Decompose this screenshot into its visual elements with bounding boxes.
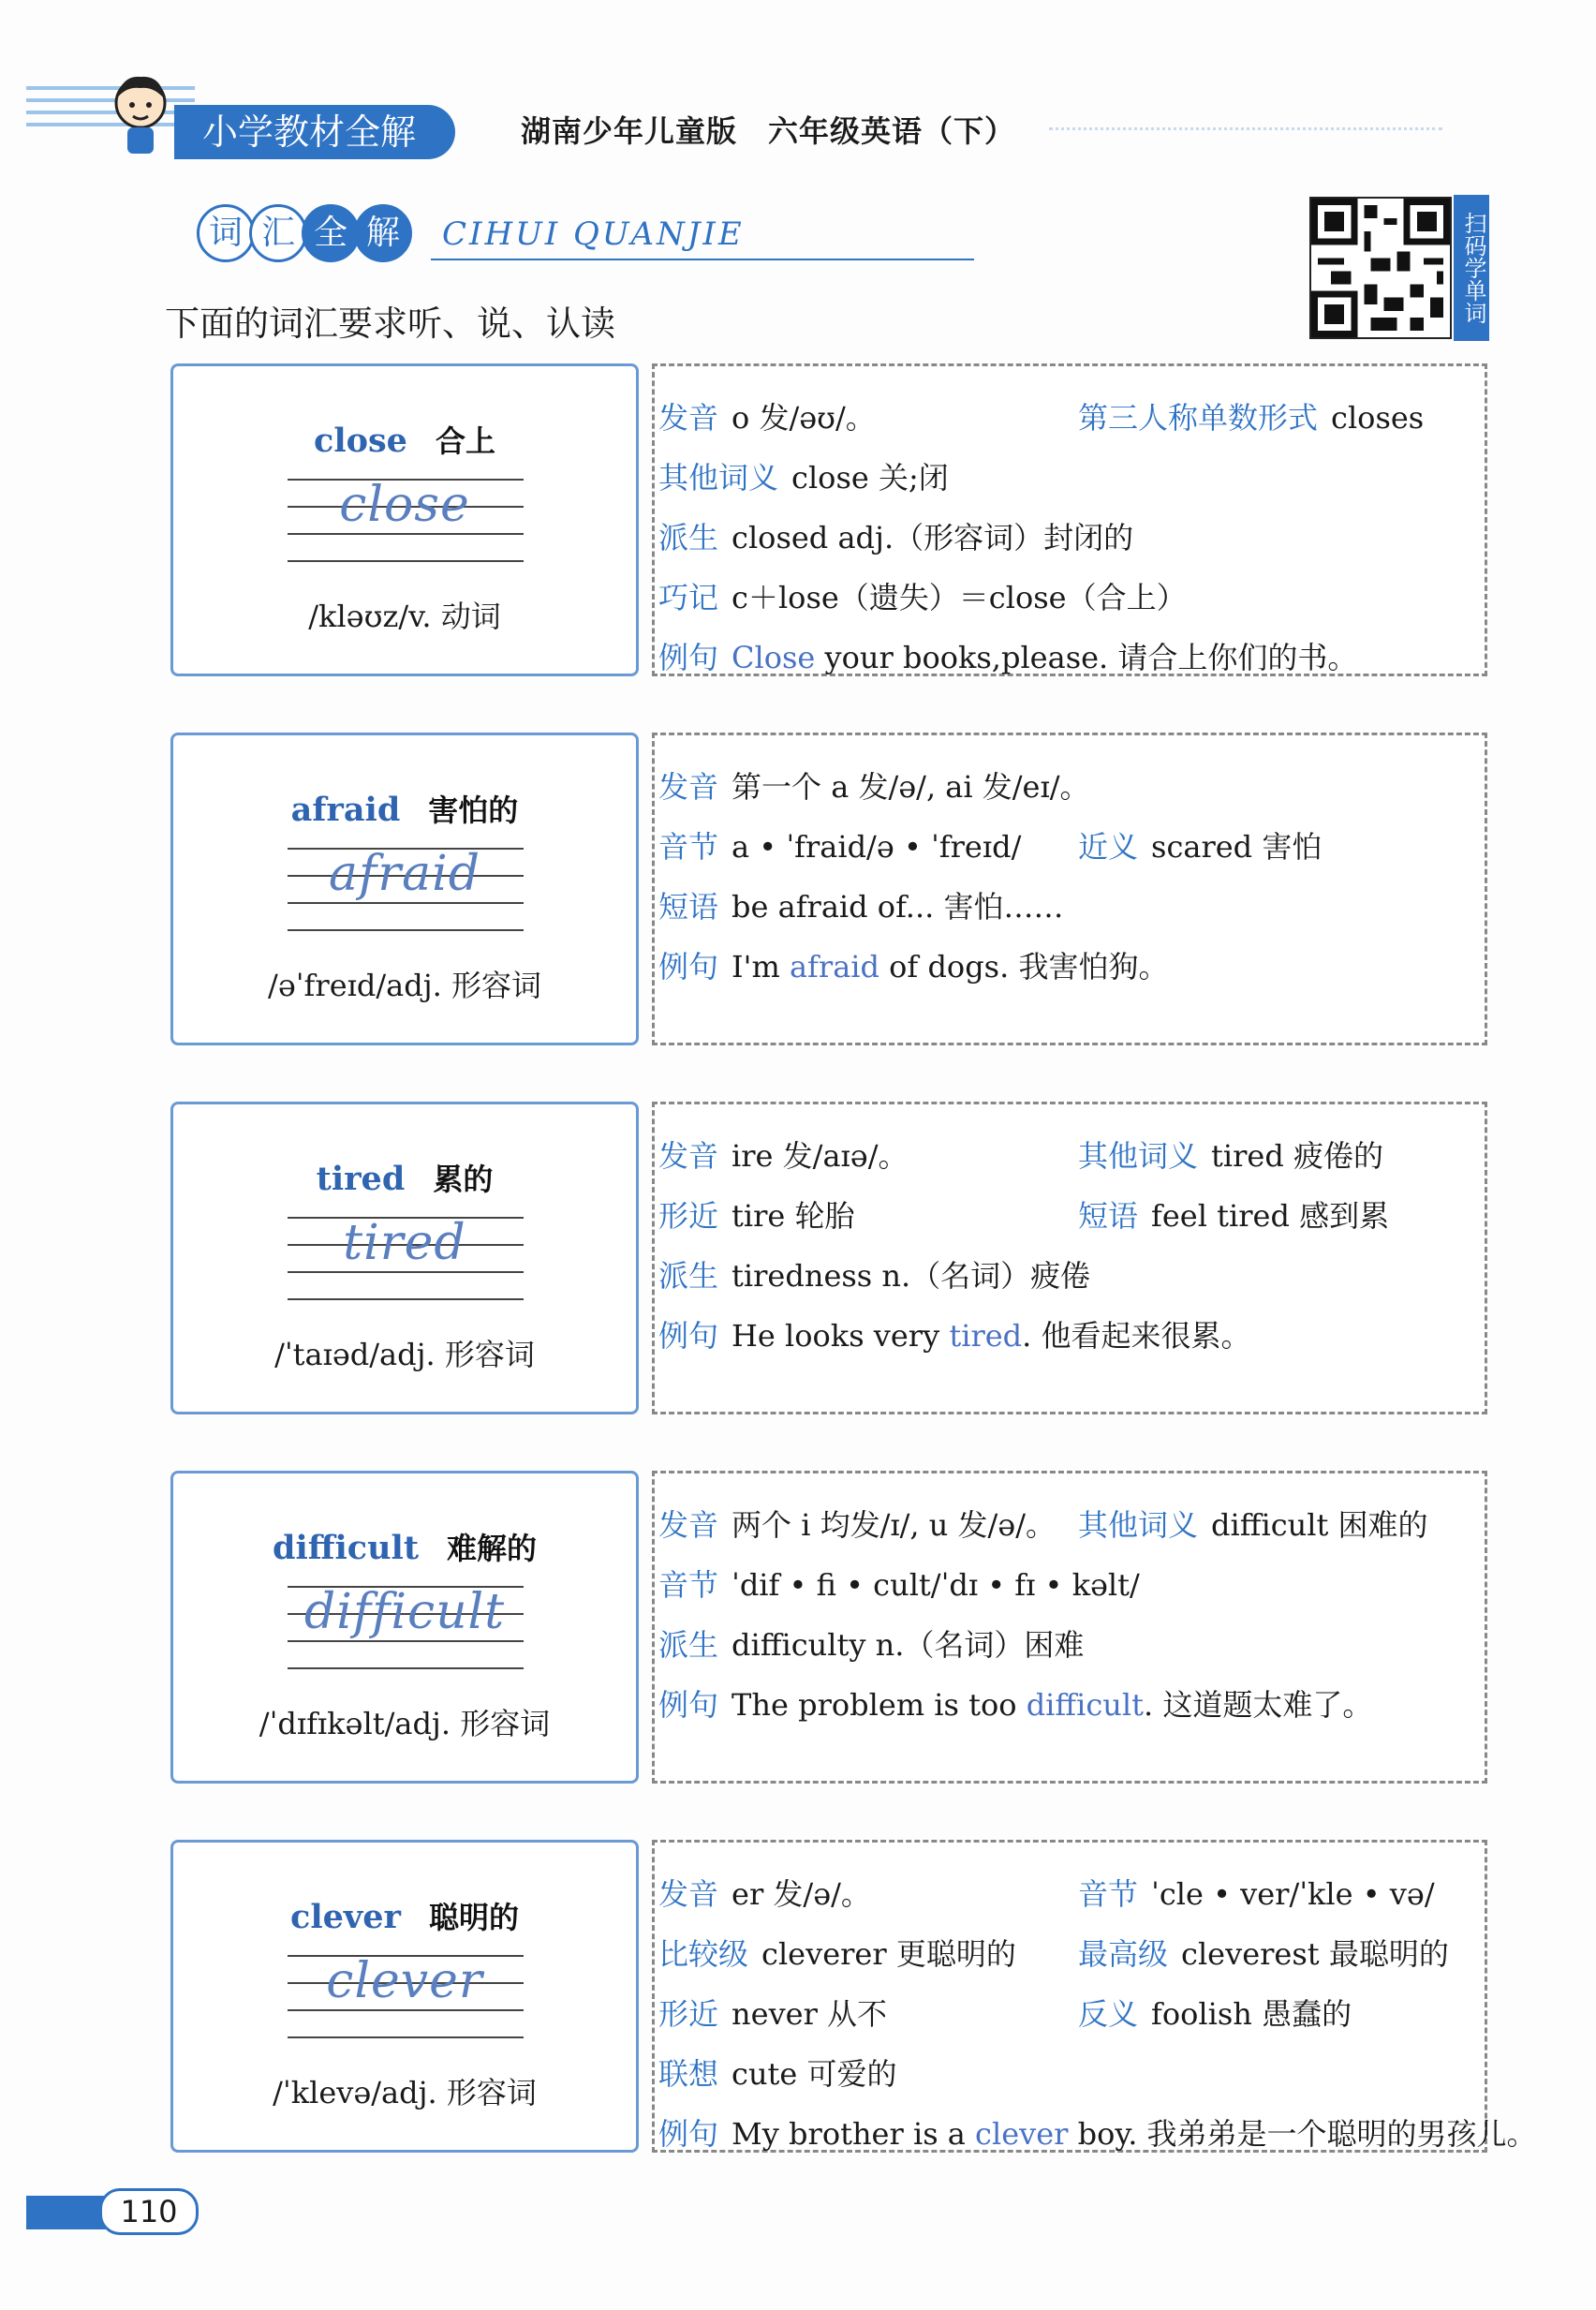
example-text: your books,please. 请合上你们的书。 — [815, 640, 1358, 675]
word: afraid — [290, 791, 401, 829]
note-label: 其他词义 — [1078, 1138, 1199, 1174]
note-label: 巧记 — [658, 580, 719, 615]
note-text: er 发/ə/。 — [732, 1876, 871, 1912]
note-row — [658, 883, 1063, 926]
phonetic: /ˈdɪfɪkəlt/adj. 形容词 — [259, 1706, 551, 1741]
boy-mascot-icon — [94, 66, 187, 159]
note-label: 发音 — [658, 400, 719, 436]
example-keyword: difficult — [1026, 1687, 1144, 1723]
word-meaning: 害怕的 — [428, 792, 519, 828]
note-text: 两个 i 均发/ɪ/, u 发/ə/。 — [732, 1507, 1057, 1543]
example-text: I'm — [732, 949, 790, 985]
note-row — [658, 1991, 887, 2034]
note-label: 发音 — [658, 769, 719, 805]
section-char: 解 — [354, 204, 412, 262]
section-char: 词 — [197, 204, 255, 262]
note-row — [658, 634, 1357, 677]
example-keyword: clever — [975, 2116, 1069, 2152]
note-text: foolish 愚蠢的 — [1151, 1996, 1352, 2032]
note-text: ire 发/aɪə/。 — [732, 1138, 909, 1174]
example-keyword: tired — [949, 1318, 1023, 1354]
header-dots — [1049, 127, 1442, 130]
word-card — [170, 1471, 639, 1784]
note-row — [658, 574, 1187, 617]
note-row — [658, 1502, 1056, 1545]
note-row — [658, 1133, 908, 1176]
note-text: tire 轮胎 — [732, 1198, 855, 1234]
word-meaning: 合上 — [435, 423, 495, 459]
note-label: 例句 — [658, 949, 719, 985]
note-label: 音节 — [1078, 1876, 1139, 1912]
note-row — [1078, 1502, 1428, 1545]
note-label: 最高级 — [1078, 1936, 1169, 1972]
note-label: 发音 — [658, 1138, 719, 1174]
word-notes — [652, 1102, 1487, 1414]
phonetic: /əˈfreɪd/adj. 形容词 — [268, 968, 541, 1003]
note-text: close 关;闭 — [791, 460, 949, 496]
word-card — [170, 363, 639, 676]
note-label: 短语 — [658, 889, 719, 925]
phonetic: /kləʊz/v. 动词 — [308, 599, 501, 634]
note-row — [658, 1192, 855, 1236]
headword — [173, 1894, 636, 1937]
note-label: 发音 — [658, 1507, 719, 1543]
page-number: 110 — [99, 2188, 199, 2235]
note-text: a • ˈfraid/ə • ˈfreɪd/ — [732, 829, 1022, 865]
note-row — [658, 1562, 1140, 1605]
handwriting: afraid — [328, 846, 481, 902]
word: close — [314, 422, 407, 460]
note-row — [658, 823, 1021, 866]
example-text: The problem is too — [732, 1687, 1027, 1723]
headword — [173, 787, 636, 830]
note-row — [658, 454, 949, 497]
note-text: be afraid of... 害怕…… — [732, 889, 1064, 925]
note-text: closes — [1331, 400, 1425, 436]
note-label: 发音 — [658, 1876, 719, 1912]
word-notes — [652, 733, 1487, 1045]
note-label: 比较级 — [658, 1936, 749, 1972]
word-card — [170, 1102, 639, 1414]
note-row — [658, 514, 1133, 557]
note-row — [1078, 1133, 1383, 1176]
word: tired — [316, 1160, 406, 1198]
word-notes — [652, 1471, 1487, 1784]
note-row — [658, 394, 876, 437]
example-text: boy. 我弟弟是一个聪明的男孩儿。 — [1068, 2116, 1537, 2152]
note-label: 音节 — [658, 829, 719, 865]
word: clever — [290, 1898, 401, 1936]
note-row — [658, 1621, 1084, 1665]
note-text: cleverest 最聪明的 — [1181, 1936, 1449, 1972]
note-label: 其他词义 — [658, 460, 779, 496]
note-text: ˈcle • ver/ˈkle • və/ — [1151, 1876, 1435, 1912]
note-text: difficulty n.（名词）困难 — [732, 1627, 1085, 1663]
note-row — [658, 1252, 1090, 1296]
note-row — [658, 1681, 1372, 1725]
note-text: cute 可爱的 — [732, 2056, 897, 2092]
note-text: 第一个 a 发/ə/, ai 发/eɪ/。 — [732, 769, 1090, 805]
headword — [173, 418, 636, 461]
note-text: c＋lose（遗失）＝close（合上） — [732, 580, 1187, 615]
example-text: of dogs. 我害怕狗。 — [879, 949, 1169, 985]
word-notes — [652, 1840, 1537, 2153]
word-notes — [652, 363, 1487, 676]
note-row — [658, 2051, 897, 2094]
word: difficult — [272, 1529, 419, 1567]
section-underline — [431, 259, 974, 260]
note-row — [1078, 823, 1322, 866]
note-label: 形近 — [658, 1996, 719, 2032]
book-title: 湖南少年儿童版 六年级英语（下） — [521, 113, 1016, 149]
qr-code-icon[interactable] — [1309, 197, 1452, 339]
note-row — [1078, 1192, 1389, 1236]
note-label: 例句 — [658, 1687, 719, 1723]
headword — [173, 1525, 636, 1568]
note-label: 派生 — [658, 1258, 719, 1294]
note-label: 第三人称单数形式 — [1078, 400, 1319, 436]
example-text: My brother is a — [732, 2116, 976, 2152]
note-label: 派生 — [658, 520, 719, 555]
note-row — [1078, 1931, 1449, 1974]
section-subtitle: 下面的词汇要求听、说、认读 — [165, 304, 615, 344]
note-row — [1078, 394, 1424, 437]
example-text: He looks very — [732, 1318, 950, 1354]
handwriting: difficult — [303, 1584, 506, 1640]
note-text: never 从不 — [732, 1996, 888, 2032]
note-text: cleverer 更聪明的 — [761, 1936, 1016, 1972]
word-meaning: 累的 — [433, 1162, 494, 1197]
note-text: ˈdif • fi • cult/ˈdɪ • fɪ • kəlt/ — [732, 1567, 1140, 1603]
note-label: 音节 — [658, 1567, 719, 1603]
word-card — [170, 733, 639, 1045]
example-text: . 这道题太难了。 — [1144, 1687, 1373, 1723]
note-text: scared 害怕 — [1151, 829, 1323, 865]
note-row — [658, 763, 1090, 807]
note-text: feel tired 感到累 — [1151, 1198, 1390, 1234]
note-text: closed adj.（形容词）封闭的 — [732, 520, 1134, 555]
note-label: 派生 — [658, 1627, 719, 1663]
note-label: 其他词义 — [1078, 1507, 1199, 1543]
note-row — [658, 1312, 1251, 1355]
note-row — [658, 2110, 1537, 2154]
note-row — [1078, 1871, 1435, 1914]
scan-label: 扫码学单词 — [1454, 195, 1489, 341]
note-text: tiredness n.（名词）疲倦 — [732, 1258, 1091, 1294]
note-label: 例句 — [658, 1318, 719, 1354]
note-row — [658, 1931, 1016, 1974]
brand-banner: 小学教材全解 — [174, 105, 455, 159]
note-label: 例句 — [658, 640, 719, 675]
word-meaning: 难解的 — [447, 1531, 538, 1566]
note-row — [1078, 1991, 1352, 2034]
word-card — [170, 1840, 639, 2153]
note-label: 形近 — [658, 1198, 719, 1234]
note-row — [658, 1871, 871, 1914]
example-keyword: Close — [732, 640, 816, 675]
note-row — [658, 943, 1168, 986]
note-label: 短语 — [1078, 1198, 1139, 1234]
handwriting: close — [339, 477, 470, 533]
section-pinyin: CIHUI QUANJIE — [442, 215, 745, 253]
note-text: tired 疲倦的 — [1211, 1138, 1384, 1174]
note-text: difficult 困难的 — [1211, 1507, 1428, 1543]
note-label: 反义 — [1078, 1996, 1139, 2032]
handwriting: tired — [343, 1215, 466, 1271]
handwriting: clever — [326, 1953, 483, 2009]
page-number-bar — [26, 2196, 111, 2229]
section-char: 全 — [302, 204, 360, 262]
example-keyword: afraid — [789, 949, 879, 985]
headword — [173, 1156, 636, 1199]
note-label: 例句 — [658, 2116, 719, 2152]
phonetic: /ˈklevə/adj. 形容词 — [273, 2075, 537, 2110]
section-char: 汇 — [249, 204, 307, 262]
phonetic: /ˈtaɪəd/adj. 形容词 — [274, 1337, 535, 1372]
example-text: . 他看起来很累。 — [1022, 1318, 1251, 1354]
note-label: 联想 — [658, 2056, 719, 2092]
section-title — [197, 204, 745, 270]
word-meaning: 聪明的 — [428, 1900, 519, 1935]
note-text: o 发/əʊ/。 — [732, 400, 876, 436]
note-label: 近义 — [1078, 829, 1139, 865]
